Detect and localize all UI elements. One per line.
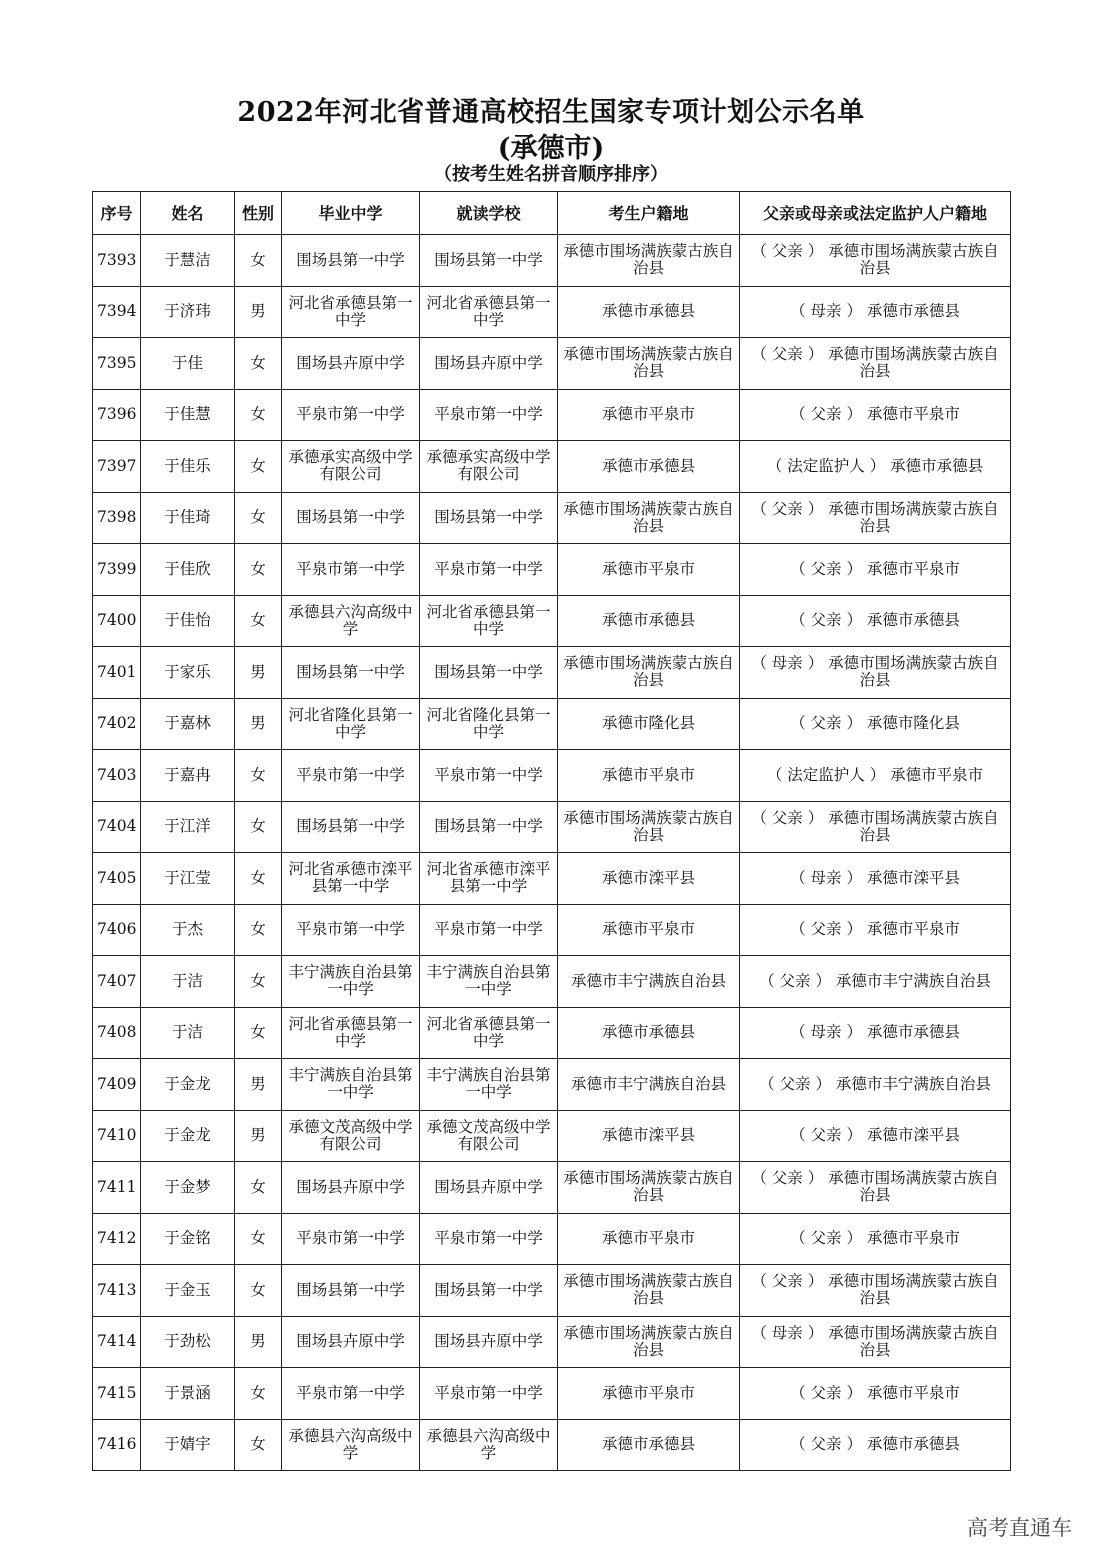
cell-name: 于洁 <box>141 956 235 1008</box>
cell-grad-school: 丰宁满族自治县第一中学 <box>282 956 420 1008</box>
cell-current-school: 围场县第一中学 <box>420 492 558 544</box>
cell-seq: 7398 <box>93 492 141 544</box>
cell-name: 于佳欣 <box>141 544 235 596</box>
cell-guardian-hukou: （ 父亲 ） 承德市平泉市 <box>740 1368 1011 1420</box>
table-row <box>93 1316 1011 1368</box>
cell-seq: 7397 <box>93 441 141 493</box>
cell-seq: 7402 <box>93 698 141 750</box>
cell-seq: 7404 <box>93 801 141 853</box>
cell-gender: 女 <box>235 1162 282 1214</box>
cell-grad-school: 围场县第一中学 <box>282 647 420 699</box>
cell-grad-school: 承德县六沟高级中学 <box>282 1419 420 1471</box>
cell-name: 于杰 <box>141 904 235 956</box>
cell-seq: 7405 <box>93 853 141 905</box>
cell-seq: 7395 <box>93 338 141 390</box>
col-header-grad-school: 毕业中学 <box>282 192 420 235</box>
table-row <box>93 698 1011 750</box>
table-row <box>93 389 1011 441</box>
cell-gender: 女 <box>235 338 282 390</box>
cell-grad-school: 围场县第一中学 <box>282 1265 420 1317</box>
cell-current-school: 围场县第一中学 <box>420 235 558 287</box>
cell-name: 于金玉 <box>141 1265 235 1317</box>
cell-gender: 女 <box>235 956 282 1008</box>
cell-grad-school: 丰宁满族自治县第一中学 <box>282 1059 420 1111</box>
watermark: 高考直通车 <box>967 1516 1072 1540</box>
cell-current-school: 承德县六沟高级中学 <box>420 1419 558 1471</box>
table-row <box>93 441 1011 493</box>
cell-gender: 女 <box>235 492 282 544</box>
cell-seq: 7414 <box>93 1316 141 1368</box>
cell-seq: 7401 <box>93 647 141 699</box>
cell-gender: 男 <box>235 286 282 338</box>
cell-guardian-hukou: （ 母亲 ） 承德市承德县 <box>740 286 1011 338</box>
cell-current-school: 围场县卉原中学 <box>420 1162 558 1214</box>
cell-gender: 女 <box>235 544 282 596</box>
cell-name: 于济玮 <box>141 286 235 338</box>
cell-name: 于佳琦 <box>141 492 235 544</box>
col-header-student-hukou: 考生户籍地 <box>558 192 740 235</box>
cell-gender: 女 <box>235 389 282 441</box>
cell-name: 于洁 <box>141 1007 235 1059</box>
cell-grad-school: 承德承实高级中学有限公司 <box>282 441 420 493</box>
cell-current-school: 河北省承德市滦平县第一中学 <box>420 853 558 905</box>
city-subtitle: (承德市) <box>497 133 605 164</box>
cell-guardian-hukou: （ 母亲 ） 承德市承德县 <box>740 1007 1011 1059</box>
cell-grad-school: 平泉市第一中学 <box>282 750 420 802</box>
cell-student-hukou: 承德市隆化县 <box>558 698 740 750</box>
col-header-current-school: 就读学校 <box>420 192 558 235</box>
cell-current-school: 平泉市第一中学 <box>420 1368 558 1420</box>
cell-current-school: 承德承实高级中学有限公司 <box>420 441 558 493</box>
cell-gender: 女 <box>235 1419 282 1471</box>
cell-current-school: 围场县第一中学 <box>420 647 558 699</box>
cell-name: 于劲松 <box>141 1316 235 1368</box>
cell-name: 于佳 <box>141 338 235 390</box>
cell-grad-school: 平泉市第一中学 <box>282 389 420 441</box>
table-row <box>93 801 1011 853</box>
table-row <box>93 1368 1011 1420</box>
cell-grad-school: 河北省承德县第一中学 <box>282 286 420 338</box>
cell-student-hukou: 承德市承德县 <box>558 595 740 647</box>
cell-current-school: 围场县第一中学 <box>420 801 558 853</box>
cell-gender: 女 <box>235 235 282 287</box>
cell-current-school: 承德文茂高级中学有限公司 <box>420 1110 558 1162</box>
cell-student-hukou: 承德市滦平县 <box>558 853 740 905</box>
cell-current-school: 丰宁满族自治县第一中学 <box>420 1059 558 1111</box>
table-row <box>93 1059 1011 1111</box>
cell-student-hukou: 承德市平泉市 <box>558 389 740 441</box>
cell-current-school: 平泉市第一中学 <box>420 904 558 956</box>
cell-guardian-hukou: （ 父亲 ） 承德市围场满族蒙古族自治县 <box>740 1162 1011 1214</box>
cell-guardian-hukou: （ 母亲 ） 承德市滦平县 <box>740 853 1011 905</box>
cell-current-school: 丰宁满族自治县第一中学 <box>420 956 558 1008</box>
table-row <box>93 544 1011 596</box>
cell-grad-school: 平泉市第一中学 <box>282 1368 420 1420</box>
cell-current-school: 围场县卉原中学 <box>420 338 558 390</box>
cell-name: 于慧洁 <box>141 235 235 287</box>
table-row <box>93 853 1011 905</box>
cell-seq: 7412 <box>93 1213 141 1265</box>
cell-grad-school: 河北省隆化县第一中学 <box>282 698 420 750</box>
cell-guardian-hukou: （ 父亲 ） 承德市平泉市 <box>740 1213 1011 1265</box>
cell-grad-school: 平泉市第一中学 <box>282 904 420 956</box>
cell-guardian-hukou: （ 父亲 ） 承德市滦平县 <box>740 1110 1011 1162</box>
cell-gender: 女 <box>235 595 282 647</box>
cell-gender: 男 <box>235 698 282 750</box>
cell-guardian-hukou: （ 父亲 ） 承德市围场满族蒙古族自治县 <box>740 1265 1011 1317</box>
table-header-row <box>93 192 1011 235</box>
cell-current-school: 河北省承德县第一中学 <box>420 286 558 338</box>
cell-grad-school: 承德文茂高级中学有限公司 <box>282 1110 420 1162</box>
cell-grad-school: 河北省承德市滦平县第一中学 <box>282 853 420 905</box>
cell-seq: 7416 <box>93 1419 141 1471</box>
cell-gender: 男 <box>235 1110 282 1162</box>
cell-name: 于金龙 <box>141 1110 235 1162</box>
table-row <box>93 1213 1011 1265</box>
cell-grad-school: 围场县第一中学 <box>282 801 420 853</box>
cell-name: 于佳乐 <box>141 441 235 493</box>
cell-student-hukou: 承德市围场满族蒙古族自治县 <box>558 1265 740 1317</box>
cell-grad-school: 平泉市第一中学 <box>282 1213 420 1265</box>
cell-name: 于金龙 <box>141 1059 235 1111</box>
cell-student-hukou: 承德市平泉市 <box>558 1213 740 1265</box>
cell-name: 于家乐 <box>141 647 235 699</box>
cell-gender: 女 <box>235 441 282 493</box>
cell-guardian-hukou: （ 父亲 ） 承德市丰宁满族自治县 <box>740 956 1011 1008</box>
cell-guardian-hukou: （ 父亲 ） 承德市丰宁满族自治县 <box>740 1059 1011 1111</box>
table-row <box>93 1007 1011 1059</box>
cell-seq: 7415 <box>93 1368 141 1420</box>
cell-gender: 女 <box>235 1265 282 1317</box>
cell-name: 于嘉林 <box>141 698 235 750</box>
cell-name: 于江洋 <box>141 801 235 853</box>
cell-grad-school: 承德县六沟高级中学 <box>282 595 420 647</box>
cell-current-school: 平泉市第一中学 <box>420 1213 558 1265</box>
cell-student-hukou: 承德市围场满族蒙古族自治县 <box>558 1162 740 1214</box>
cell-name: 于景涵 <box>141 1368 235 1420</box>
table-row <box>93 647 1011 699</box>
cell-current-school: 平泉市第一中学 <box>420 389 558 441</box>
cell-gender: 女 <box>235 904 282 956</box>
cell-guardian-hukou: （ 父亲 ） 承德市承德县 <box>740 1419 1011 1471</box>
cell-current-school: 围场县第一中学 <box>420 1265 558 1317</box>
cell-seq: 7400 <box>93 595 141 647</box>
cell-name: 于佳慧 <box>141 389 235 441</box>
cell-guardian-hukou: （ 法定监护人 ） 承德市承德县 <box>740 441 1011 493</box>
admission-roster-table <box>92 191 1011 1471</box>
cell-seq: 7410 <box>93 1110 141 1162</box>
cell-guardian-hukou: （ 父亲 ） 承德市隆化县 <box>740 698 1011 750</box>
table-row <box>93 338 1011 390</box>
cell-gender: 女 <box>235 801 282 853</box>
cell-gender: 男 <box>235 1059 282 1111</box>
cell-guardian-hukou: （ 母亲 ） 承德市围场满族蒙古族自治县 <box>740 1316 1011 1368</box>
cell-student-hukou: 承德市围场满族蒙古族自治县 <box>558 492 740 544</box>
table-row <box>93 750 1011 802</box>
cell-name: 于嘉冉 <box>141 750 235 802</box>
cell-grad-school: 围场县卉原中学 <box>282 1316 420 1368</box>
cell-student-hukou: 承德市围场满族蒙古族自治县 <box>558 801 740 853</box>
cell-seq: 7409 <box>93 1059 141 1111</box>
cell-student-hukou: 承德市承德县 <box>558 1419 740 1471</box>
cell-seq: 7406 <box>93 904 141 956</box>
cell-student-hukou: 承德市围场满族蒙古族自治县 <box>558 1316 740 1368</box>
cell-seq: 7396 <box>93 389 141 441</box>
table-row <box>93 492 1011 544</box>
cell-gender: 女 <box>235 853 282 905</box>
table-row <box>93 595 1011 647</box>
cell-seq: 7407 <box>93 956 141 1008</box>
cell-grad-school: 围场县卉原中学 <box>282 1162 420 1214</box>
table-row <box>93 904 1011 956</box>
cell-student-hukou: 承德市承德县 <box>558 441 740 493</box>
cell-guardian-hukou: （ 父亲 ） 承德市围场满族蒙古族自治县 <box>740 492 1011 544</box>
table-row <box>93 1265 1011 1317</box>
cell-grad-school: 平泉市第一中学 <box>282 544 420 596</box>
cell-guardian-hukou: （ 父亲 ） 承德市承德县 <box>740 595 1011 647</box>
cell-current-school: 河北省隆化县第一中学 <box>420 698 558 750</box>
cell-guardian-hukou: （ 父亲 ） 承德市平泉市 <box>740 544 1011 596</box>
cell-seq: 7413 <box>93 1265 141 1317</box>
cell-current-school: 平泉市第一中学 <box>420 544 558 596</box>
cell-seq: 7408 <box>93 1007 141 1059</box>
col-header-seq: 序号 <box>93 192 141 235</box>
cell-name: 于金铭 <box>141 1213 235 1265</box>
col-header-guardian-hukou: 父亲或母亲或法定监护人户籍地 <box>740 192 1011 235</box>
cell-grad-school: 围场县第一中学 <box>282 492 420 544</box>
cell-gender: 男 <box>235 647 282 699</box>
cell-guardian-hukou: （ 父亲 ） 承德市平泉市 <box>740 389 1011 441</box>
cell-name: 于佳怡 <box>141 595 235 647</box>
cell-name: 于金梦 <box>141 1162 235 1214</box>
cell-seq: 7393 <box>93 235 141 287</box>
page-title: 2022年河北省普通高校招生国家专项计划公示名单 <box>237 97 865 128</box>
cell-student-hukou: 承德市承德县 <box>558 286 740 338</box>
cell-gender: 女 <box>235 1368 282 1420</box>
cell-student-hukou: 承德市平泉市 <box>558 750 740 802</box>
cell-student-hukou: 承德市围场满族蒙古族自治县 <box>558 647 740 699</box>
cell-guardian-hukou: （ 父亲 ） 承德市平泉市 <box>740 904 1011 956</box>
cell-seq: 7399 <box>93 544 141 596</box>
table-row <box>93 956 1011 1008</box>
table-row <box>93 235 1011 287</box>
table-row <box>93 286 1011 338</box>
cell-student-hukou: 承德市滦平县 <box>558 1110 740 1162</box>
sort-note: （按考生姓名拼音顺序排序） <box>434 164 668 185</box>
cell-guardian-hukou: （ 法定监护人 ） 承德市平泉市 <box>740 750 1011 802</box>
cell-current-school: 河北省承德县第一中学 <box>420 1007 558 1059</box>
cell-guardian-hukou: （ 父亲 ） 承德市围场满族蒙古族自治县 <box>740 338 1011 390</box>
cell-gender: 女 <box>235 1213 282 1265</box>
cell-student-hukou: 承德市围场满族蒙古族自治县 <box>558 235 740 287</box>
table-row <box>93 1110 1011 1162</box>
cell-guardian-hukou: （ 母亲 ） 承德市围场满族蒙古族自治县 <box>740 647 1011 699</box>
table-body <box>93 235 1011 1471</box>
table-row <box>93 1419 1011 1471</box>
cell-student-hukou: 承德市平泉市 <box>558 1368 740 1420</box>
cell-grad-school: 围场县第一中学 <box>282 235 420 287</box>
col-header-name: 姓名 <box>141 192 235 235</box>
cell-name: 于江莹 <box>141 853 235 905</box>
cell-seq: 7403 <box>93 750 141 802</box>
cell-guardian-hukou: （ 父亲 ） 承德市围场满族蒙古族自治县 <box>740 235 1011 287</box>
col-header-gender: 性别 <box>235 192 282 235</box>
cell-gender: 女 <box>235 1007 282 1059</box>
cell-guardian-hukou: （ 父亲 ） 承德市围场满族蒙古族自治县 <box>740 801 1011 853</box>
cell-name: 于婧宇 <box>141 1419 235 1471</box>
cell-grad-school: 围场县卉原中学 <box>282 338 420 390</box>
cell-gender: 男 <box>235 1316 282 1368</box>
cell-student-hukou: 承德市丰宁满族自治县 <box>558 956 740 1008</box>
cell-student-hukou: 承德市平泉市 <box>558 544 740 596</box>
cell-seq: 7411 <box>93 1162 141 1214</box>
cell-student-hukou: 承德市承德县 <box>558 1007 740 1059</box>
cell-current-school: 平泉市第一中学 <box>420 750 558 802</box>
cell-grad-school: 河北省承德县第一中学 <box>282 1007 420 1059</box>
cell-student-hukou: 承德市平泉市 <box>558 904 740 956</box>
cell-seq: 7394 <box>93 286 141 338</box>
cell-gender: 女 <box>235 750 282 802</box>
cell-student-hukou: 承德市丰宁满族自治县 <box>558 1059 740 1111</box>
cell-student-hukou: 承德市围场满族蒙古族自治县 <box>558 338 740 390</box>
cell-current-school: 河北省承德县第一中学 <box>420 595 558 647</box>
table-row <box>93 1162 1011 1214</box>
cell-current-school: 围场县卉原中学 <box>420 1316 558 1368</box>
